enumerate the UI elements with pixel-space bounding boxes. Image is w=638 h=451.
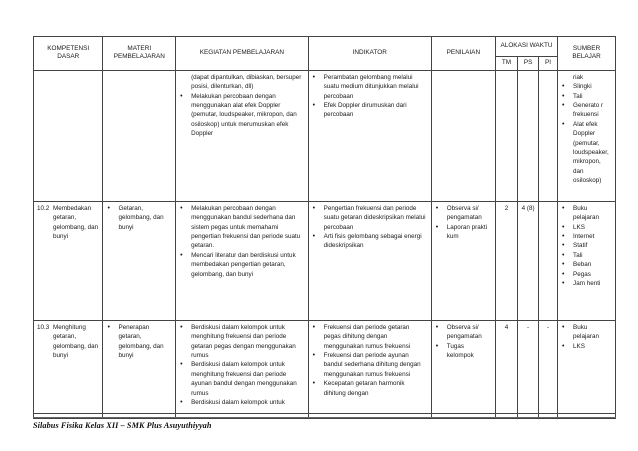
- list-item: • Kecepatan getaran harmonik dihitung dengan: [312, 379, 428, 398]
- cell-materi-list: [106, 204, 172, 232]
- kd-number: 10.3: [37, 323, 50, 331]
- list-item: • Pegas: [561, 270, 612, 279]
- cell-sumber-belajar: [558, 201, 616, 320]
- header-tm: TM: [495, 57, 517, 71]
- list-item: • Tali: [561, 251, 612, 260]
- header-kegiatan-pembelajaran: KEGIATAN PEMBELAJARAN: [176, 37, 309, 71]
- table-row: [34, 320, 616, 418]
- list-item: • Melakukan percobaan dengan menggunakan alat efek Doppler (pemutar, loudspeaker, mikropon, dan osiloskop) untuk merumuskan efek Doppler: [179, 92, 305, 139]
- cell-penilaian: [431, 320, 495, 418]
- header-alokasi-waktu: ALOKASI WAKTU: [495, 37, 557, 57]
- list-item: • Beban: [561, 260, 612, 269]
- cell-kompetensi-dasar: [34, 70, 103, 201]
- cell-penilaian: [431, 201, 495, 320]
- list-item: • Mencari literatur dan berdiskusi untuk membedakan pengertian getaran, gelombang, dan bunyi: [179, 251, 305, 279]
- cell-pi: -: [539, 320, 558, 418]
- cell-indikator: [308, 201, 431, 320]
- list-item: • Perambatan gelombang melalui suatu medium ditunjukkan melalui percobaan: [312, 73, 428, 101]
- header-pi: PI: [539, 57, 558, 71]
- header-penilaian: PENILAIAN: [431, 37, 495, 71]
- list-item: • Tali: [561, 92, 612, 101]
- list-item: • Internet: [561, 232, 612, 241]
- list-item: • Buku pelajaran: [561, 323, 612, 342]
- list-item: • Jam henti: [561, 279, 612, 288]
- header-indikator: INDIKATOR: [308, 37, 431, 71]
- cell-kegiatan-list: [179, 323, 305, 408]
- list-item: • Buku pelajaran: [561, 204, 612, 223]
- cell-ps: [518, 70, 539, 201]
- list-item: • Getaran, gelombang, dan bunyi: [106, 204, 172, 232]
- cell-materi: [103, 201, 176, 320]
- cell-kegiatan: [176, 70, 309, 201]
- cell-tm: 4: [495, 320, 517, 418]
- header-ps: PS: [518, 57, 539, 71]
- list-item: riak: [573, 73, 584, 81]
- header-materi-pembelajaran: MATERI PEMBELAJARAN: [103, 37, 176, 71]
- table-body: [34, 70, 616, 418]
- list-item: • Berdiskusi dalam kelompok untuk menghitung frekuensi dan periode ayunan bandul dengan menggunakan rumus: [179, 360, 305, 398]
- table-row: [34, 201, 616, 320]
- cell-sumber-belajar-list: [561, 204, 612, 289]
- cell-sumber-belajar: [558, 320, 616, 418]
- cell-indikator: [308, 70, 431, 201]
- cell-kompetensi-dasar: [34, 201, 103, 320]
- header-kompetensi-dasar: KOMPETENSI DASAR: [34, 37, 103, 71]
- list-item: • Berdiskusi dalam kelompok untuk menghitung frekuensi dan periode getaran pegas dengan menggunakan rumus: [179, 323, 305, 361]
- cell-pi: [539, 70, 558, 201]
- list-item: • Observa si/ pengamatan: [435, 323, 492, 342]
- cell-sumber-belajar: [558, 70, 616, 201]
- cell-penilaian-list: [435, 204, 492, 242]
- list-item: • Alat efek Doppler (pemutar, loudspeaker, mikropon, dan osiloskop): [561, 120, 612, 186]
- cell-indikator: [308, 320, 431, 418]
- kd-text: Menghitung getaran, gelombang, dan bunyi: [53, 323, 99, 360]
- cell-pi: [539, 201, 558, 320]
- list-item: • Frekuensi dan periode getaran pegas dihitung dengan menggunakan rumus frekuensi: [312, 323, 428, 351]
- list-item: • Slingki: [561, 82, 612, 91]
- cell-kegiatan-list: [179, 73, 305, 139]
- cell-materi: [103, 70, 176, 201]
- cell-kegiatan: [176, 201, 309, 320]
- footer-rule: [33, 417, 616, 418]
- kd-number: 10.2: [37, 204, 50, 212]
- kompetensi-dasar-wrap: [37, 323, 99, 361]
- cell-tm: [495, 70, 517, 201]
- cell-indikator-list: [312, 323, 428, 398]
- list-item: • Efek Doppler dirumuskan dari percobaan: [312, 101, 428, 120]
- cell-materi: [103, 320, 176, 418]
- list-item: • Berdiskusi dalam kelompok untuk: [179, 398, 305, 407]
- list-item: • Penerapan getaran, gelombang, dan bunyi: [106, 323, 172, 361]
- cell-ps: 4 (8): [518, 201, 539, 320]
- cell-ps: -: [518, 320, 539, 418]
- list-item: • Laporan prakti kum: [435, 223, 492, 242]
- cell-materi-list: [106, 323, 172, 361]
- syllabus-table: [33, 36, 616, 419]
- cell-indikator-list: [312, 204, 428, 251]
- list-item: • Statif: [561, 241, 612, 250]
- kd-text: Membedakan getaran, gelombang, dan bunyi: [53, 204, 99, 241]
- list-item: • Generato r frekuensi: [561, 101, 612, 120]
- table-row: [34, 70, 616, 201]
- cell-sumber-belajar-list: [561, 73, 612, 186]
- cell-tm: 2: [495, 201, 517, 320]
- cell-kompetensi-dasar: [34, 320, 103, 418]
- list-item: • Frekuensi dan periode ayunan bandul sederhana dihitung dengan menggunakan rumus frekuensi: [312, 351, 428, 379]
- list-item: • Tugas kelompok: [435, 342, 492, 361]
- list-item: • Observa si/ pengamatan: [435, 204, 492, 223]
- cell-penilaian: [431, 70, 495, 201]
- list-item: (dapat dipantulkan, dibiaskan, bersuper posisi, dilenturkan, dll): [191, 73, 302, 91]
- kompetensi-dasar-wrap: [37, 204, 99, 242]
- cell-penilaian-list: [435, 323, 492, 361]
- header-sumber-belajar: SUMBER BELAJAR: [558, 37, 616, 71]
- cell-kegiatan-list: [179, 204, 305, 279]
- cell-sumber-belajar-list: [561, 323, 612, 351]
- list-item: • LKS: [561, 223, 612, 232]
- list-item: • Arti fisis gelombang sebagai energi dideskripsikan: [312, 232, 428, 251]
- list-item: • Melakukan percobaan dengan menggunakan bandul sederhana dan sistem pegas untuk memahami pengertian frekuensi dan periode suatu getaran.: [179, 204, 305, 251]
- cell-kegiatan: [176, 320, 309, 418]
- cell-indikator-list: [312, 73, 428, 120]
- list-item: • Pengertian frekuensi dan periode suatu getaran dideskripsikan melalui percobaan: [312, 204, 428, 232]
- page-footer: Silabus Fisika Kelas XII – SMK Plus Asuyuthiyyah: [33, 421, 212, 430]
- syllabus-table-frame: [33, 36, 616, 414]
- list-item: • LKS: [561, 342, 612, 351]
